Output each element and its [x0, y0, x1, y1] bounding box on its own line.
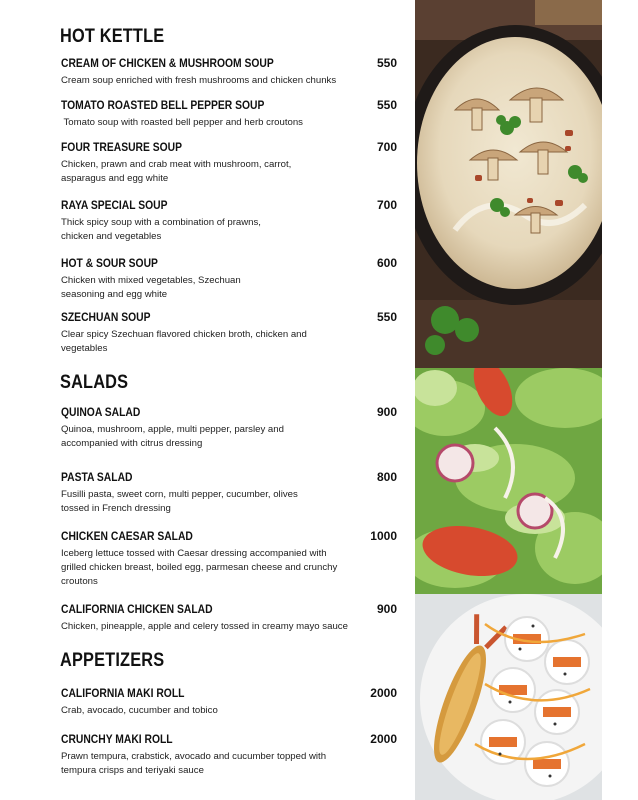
menu-item-california-chicken-salad: [61, 602, 406, 634]
item-description: Thick spicy soup with a combination of prawns, chicken and vegetables: [61, 217, 261, 242]
item-price: 700: [376, 198, 397, 212]
menu-item-raya-special-soup: [61, 198, 406, 244]
item-name: HOT & SOUR SOUP: [61, 256, 158, 270]
item-description: Chicken, pineapple, apple and celery tossed in creamy mayo sauce: [61, 621, 348, 632]
menu-item-quinoa-salad: [61, 405, 406, 451]
item-description: Clear spicy Szechuan flavored chicken broth, chicken and vegetables: [61, 329, 307, 354]
item-name: CHICKEN CAESAR SALAD: [61, 529, 193, 543]
section-title-salads: SALADS: [60, 372, 129, 393]
item-price: 550: [376, 98, 397, 112]
item-description: Tomato soup with roasted bell pepper and herb croutons: [61, 117, 303, 128]
item-description: Chicken with mixed vegetables, Szechuan seasoning and egg white: [61, 275, 241, 300]
section-title-appetizers: APPETIZERS: [60, 650, 165, 671]
item-price: 800: [376, 470, 397, 484]
item-name: CREAM OF CHICKEN & MUSHROOM SOUP: [61, 56, 274, 70]
item-description: Prawn tempura, crabstick, avocado and cucumber topped with tempura crisps and teriyaki sauce: [61, 751, 327, 776]
page-right-margin: [602, 0, 638, 800]
maki-roll-image: [415, 594, 602, 800]
item-description: Chicken, prawn and crab meat with mushroom, carrot, asparagus and egg white: [61, 159, 292, 184]
item-price: 2000: [370, 686, 397, 700]
item-price: 550: [376, 56, 397, 70]
menu-item-cream-chicken-mushroom-soup: [61, 56, 406, 88]
menu-item-hot-and-sour-soup: [61, 256, 406, 302]
item-name: RAYA SPECIAL SOUP: [61, 198, 168, 212]
menu-item-chicken-caesar-salad: [61, 529, 406, 589]
menu-item-tomato-roasted-bell-pepper-soup: [61, 98, 406, 130]
item-price: 600: [376, 256, 397, 270]
item-price: 700: [376, 140, 397, 154]
item-description: Fusilli pasta, sweet corn, multi pepper, cucumber, olives tossed in French dressing: [61, 489, 298, 514]
item-name: CALIFORNIA CHICKEN SALAD: [61, 602, 213, 616]
item-name: QUINOA SALAD: [61, 405, 141, 419]
menu-item-crunchy-maki-roll: [61, 732, 406, 778]
mushroom-soup-image: [415, 0, 602, 368]
menu-item-szechuan-soup: [61, 310, 406, 356]
item-description: Crab, avocado, cucumber and tobico: [61, 705, 218, 716]
menu-item-california-maki-roll: [61, 686, 406, 718]
item-name: CALIFORNIA MAKI ROLL: [61, 686, 185, 700]
item-name: TOMATO ROASTED BELL PEPPER SOUP: [61, 98, 265, 112]
item-price: 550: [376, 310, 397, 324]
green-salad-image: [415, 368, 602, 594]
item-name: FOUR TREASURE SOUP: [61, 140, 182, 154]
food-image-column: [415, 0, 602, 800]
item-description: Iceberg lettuce tossed with Caesar dressing accompanied with grilled chicken breast, boiled egg, parmesan cheese and crunchy croutons: [61, 548, 338, 587]
item-name: PASTA SALAD: [61, 470, 133, 484]
item-price: 2000: [370, 732, 397, 746]
menu-item-four-treasure-soup: [61, 140, 406, 186]
item-description: Quinoa, mushroom, apple, multi pepper, parsley and accompanied with citrus dressing: [61, 424, 284, 449]
menu-item-pasta-salad: [61, 470, 406, 516]
item-description: Cream soup enriched with fresh mushrooms and chicken chunks: [61, 75, 337, 86]
section-title-hot-kettle: HOT KETTLE: [60, 26, 165, 47]
item-name: CRUNCHY MAKI ROLL: [61, 732, 173, 746]
item-price: 900: [376, 602, 397, 616]
item-price: 1000: [370, 529, 397, 543]
item-name: SZECHUAN SOUP: [61, 310, 151, 324]
item-price: 900: [376, 405, 397, 419]
